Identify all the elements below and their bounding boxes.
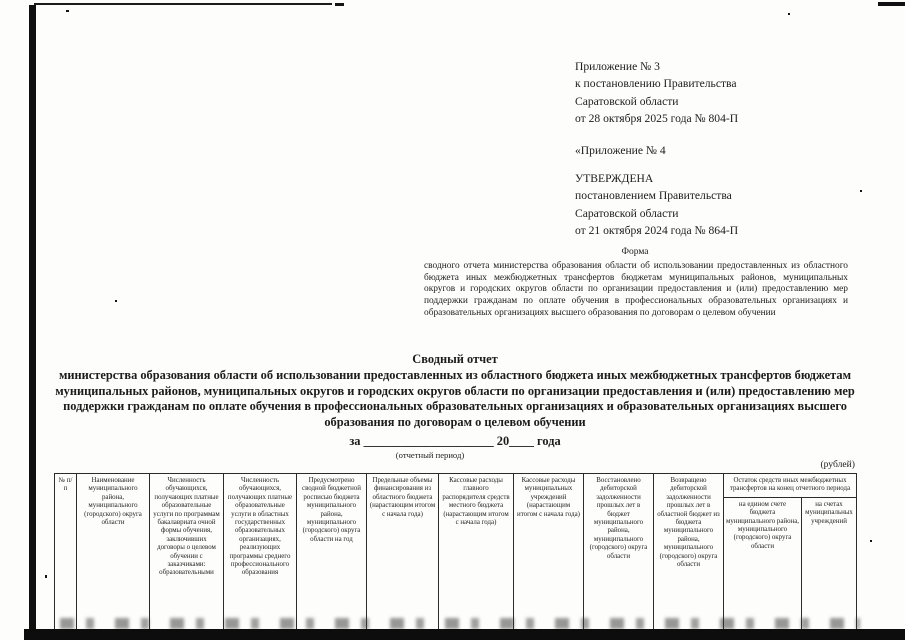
col-header-municipality-name: Наименование муниципального района, муниципального (городского) округа области	[77, 474, 150, 640]
appendix-number-line: Приложение № 3	[575, 60, 660, 73]
scan-speck	[860, 190, 862, 192]
col-header-restored-receivables: Восстановлено дебиторской задолженности прошлых лет в бюджет муниципального района, муниципального (городского) округа области	[584, 474, 654, 640]
spacer	[575, 159, 875, 170]
scan-edge-top	[34, 3, 332, 5]
period-caption: (отчетный период)	[395, 450, 465, 460]
spacer	[575, 128, 875, 142]
appendix-ref-line-1: к постановлению Правительства	[575, 77, 737, 91]
scan-speck	[870, 540, 872, 542]
col-header-financing-limits: Предельные объемы финансирования из областного бюджета (нарастающим итогом с начала года)	[367, 474, 439, 640]
scan-speck	[335, 3, 344, 6]
appendix-header-block	[575, 58, 875, 240]
report-period-line: за _____________________ 20____ года	[349, 433, 561, 448]
report-title-body: министерства образования области об использовании предоставленных из областного бюджета иных межбюджетных трансфертов бюджетам муниципальных районов, муниципальных округов и городских округов области по организации предоставления и (или) предоставлению мер поддержки гражданам по оплате обучения в профессиональных образовательных организациях и образовательных организациях высшего образования по договорам о целевом обучении	[55, 367, 855, 430]
report-title-block	[52, 352, 858, 450]
currency-note: (рублей)	[820, 459, 855, 470]
form-label: Форма	[621, 247, 649, 257]
appendix-ref-line-2: Саратовской области	[575, 94, 679, 108]
appendix-open-line: «Приложение № 4	[575, 143, 666, 157]
appendix-ref-line-3: от 28 октября 2025 года № 804-П	[575, 112, 739, 126]
col-header-students-bachelor: Численность обучающихся, получающих платные образовательные услуги по программам бакалавриата очной формы обучения, заключивших договоры о целевом обучении с заказчиками: образовательными	[150, 474, 224, 640]
scan-speck	[45, 575, 47, 578]
scan-edge-bottom	[24, 629, 905, 640]
scan-edge-left	[29, 5, 36, 629]
col-header-balance-group: Остаток средств иных межбюджетных трансфертов на конец отчетного периода	[724, 474, 857, 498]
scan-smudge-bottom	[60, 618, 860, 629]
table-header-row-1	[55, 474, 857, 498]
scan-speck	[66, 10, 69, 12]
col-header-students-regional: Численность обучающихся, получающих платные образовательные услуги в областных государственных образовательных организациях, реализующих программы среднего профессионального образования	[224, 474, 297, 640]
scan-speck	[788, 13, 790, 15]
col-header-budget-provided: Предусмотрено сводной бюджетной росписью бюджета муниципального района, муниципального (городского) округа области на год	[297, 474, 367, 640]
approved-line-3: от 21 октября 2024 года № 864-П	[575, 224, 739, 238]
col-header-cash-expenses-grbs: Кассовые расходы главного распорядителя средств местного бюджета (нарастающим итогом с начала года)	[439, 474, 514, 640]
approved-title: УТВЕРЖДЕНА	[575, 172, 654, 186]
col-header-balance-single-account: на едином счете бюджета муниципального района, муниципального (городского) округа области	[724, 497, 802, 640]
col-header-balance-municipal-accounts: на счетах муниципальных учреждений	[802, 497, 857, 640]
approved-line-1: постановлением Правительства	[575, 189, 732, 203]
col-header-returned-receivables: Возвращено дебиторской задолженности прошлых лет в областной бюджет из бюджета муниципального района, муниципального (городского) округа области	[654, 474, 724, 640]
col-header-cash-expenses-municipal: Кассовые расходы муниципальных учреждений (нарастающим итогом с начала года)	[514, 474, 584, 640]
report-title-heading: Сводный отчет	[412, 352, 498, 366]
scan-speck	[115, 300, 117, 302]
report-table	[54, 473, 857, 640]
scan-edge-top-right	[878, 2, 905, 6]
col-header-num: № п/п	[55, 474, 77, 640]
approved-line-2: Саратовской области	[575, 206, 679, 220]
form-description: сводного отчета министерства образования области об использовании предоставленных из областного бюджета иных межбюджетных трансфертов бюджетам муниципальных районов, муниципальных округов и городских округов области по организации предоставления и (или) предоставлению мер поддержки гражданам по оплате обучения в профессиональных образовательных организациях и образовательных организациях высшего образования по договорам о целевом обучении	[424, 261, 848, 318]
